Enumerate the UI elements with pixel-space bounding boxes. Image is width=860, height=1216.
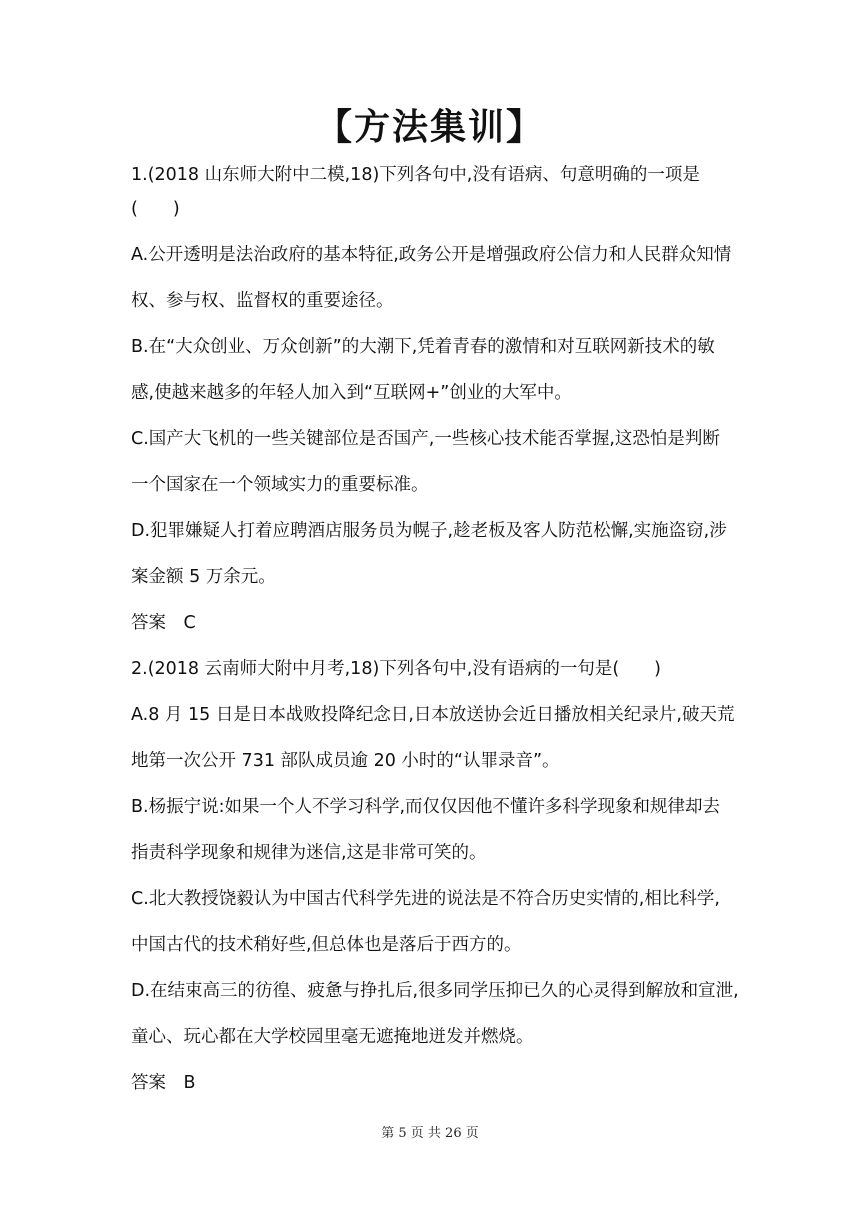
question-1-option-b-line1: B.在“大众创业、万众创新”的大潮下,凭着青春的激情和对互联网新技术的敏 <box>131 337 715 357</box>
question-1-option-d-line1: D.犯罪嫌疑人打着应聘酒店服务员为幌子,趁老板及客人防范松懈,实施盗窃,涉 <box>131 521 727 541</box>
question-1-answer-bracket: ( ) <box>131 199 180 219</box>
question-2-option-c-line2: 中国古代的技术稍好些,但总体也是落后于西方的。 <box>131 935 522 955</box>
question-2-option-d-line1: D.在结束高三的彷徨、疲惫与挣扎后,很多同学压抑已久的心灵得到解放和宣泄, <box>131 981 739 1001</box>
question-2-option-a-line1: A.8 月 15 日是日本战败投降纪念日,日本放送协会近日播放相关纪录片,破天荒 <box>131 705 735 725</box>
question-2-option-b-line2: 指责科学现象和规律为迷信,这是非常可笑的。 <box>131 843 487 863</box>
question-2-option-b-line1: B.杨振宁说:如果一个人不学习科学,而仅仅因他不懂许多科学现象和规律却去 <box>131 797 721 817</box>
question-2-stem: 2.(2018 云南师大附中月考,18)下列各句中,没有语病的一句是( ) <box>131 659 661 679</box>
question-1-stem: 1.(2018 山东师大附中二模,18)下列各句中,没有语病、句意明确的一项是 <box>131 165 700 185</box>
question-2-option-a-line2: 地第一次公开 731 部队成员逾 20 小时的“认罪录音”。 <box>131 751 560 771</box>
question-1-answer: 答案 C <box>131 613 196 633</box>
question-1 <box>131 158 741 646</box>
page-footer: 第 5 页 共 26 页 <box>381 1126 479 1141</box>
question-2-option-c-line1: C.北大教授饶毅认为中国古代科学先进的说法是不符合历史实情的,相比科学, <box>131 889 720 909</box>
question-1-option-a-line1: A.公开透明是法治政府的基本特征,政务公开是增强政府公信力和人民群众知情 <box>131 245 732 265</box>
question-2-answer: 答案 B <box>131 1073 196 1093</box>
question-1-option-d-line2: 案金额 5 万余元。 <box>131 567 276 587</box>
question-2-option-d-line2: 童心、玩心都在大学校园里毫无遮掩地迸发并燃烧。 <box>131 1027 534 1047</box>
question-1-option-c-line1: C.国产大飞机的一些关键部位是否国产,一些核心技术能否掌握,这恐怕是判断 <box>131 429 720 449</box>
question-1-option-a-line2: 权、参与权、监督权的重要途径。 <box>131 291 394 311</box>
question-1-option-c-line2: 一个国家在一个领域实力的重要标准。 <box>131 475 429 495</box>
question-1-option-b-line2: 感,使越来越多的年轻人加入到“互联网+”创业的大军中。 <box>131 383 572 403</box>
section-title: 【方法集训】 <box>315 107 544 148</box>
question-2 <box>131 646 741 1106</box>
question-list <box>131 158 741 1106</box>
